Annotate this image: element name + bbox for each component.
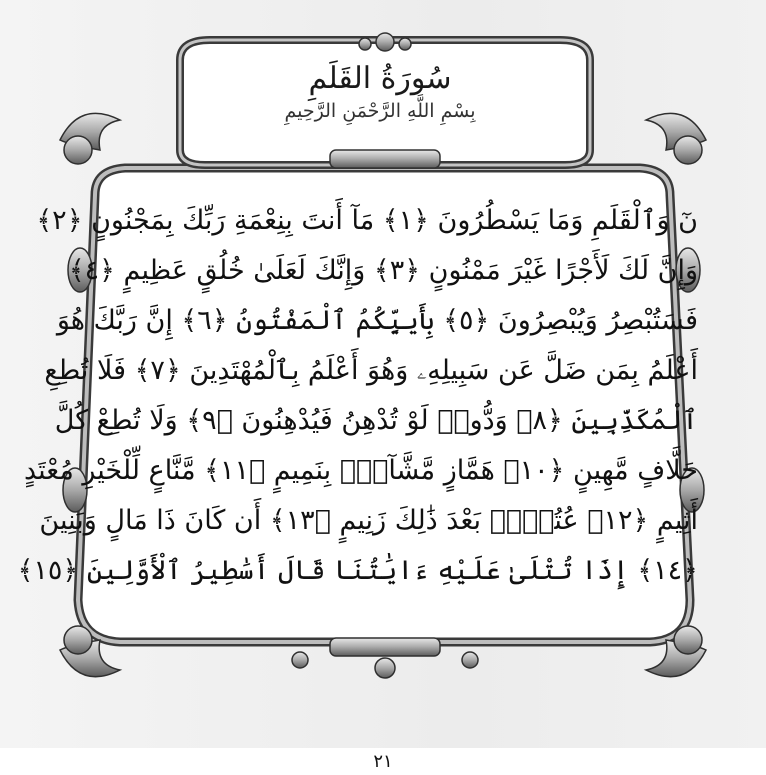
basmala: بِسْمِ اللَّهِ الرَّحْمَنِ الرَّحِيمِ: [284, 100, 476, 122]
verse-line: فَسَتُبْصِرُ وَيُبْصِرُونَ ﴿٥﴾ بِأَييِّكُمُ ٱلْمَفْتُونُ ﴿٦﴾ إِنَّ رَبَّكَ هُوَ: [56, 305, 698, 336]
verse-line: حَلَّافٍ مَّهِينٍ ﴿١٠﴾ هَمَّازٍ مَّشَّآءٍۭ بِنَمِيمٍ ﴿١١﴾ مَّنَّاعٍ لِّلْخَيْرِ مُعْتَدٍ: [23, 455, 698, 486]
verses-text: [17, 196, 698, 596]
page-number: ٢١: [0, 748, 766, 775]
verse-line: نٓ وَٱلْقَلَمِ وَمَا يَسْطُرُونَ ﴿١﴾ مَآ أَنتَ بِنِعْمَةِ رَبِّكَ بِمَجْنُونٍ ﴿٢﴾: [36, 205, 698, 236]
surah-header: [200, 62, 560, 142]
verse-line: أَعْلَمُ بِمَن ضَلَّ عَن سَبِيلِهِۦ وَهُوَ أَعْلَمُ بِٱلْمُهْتَدِينَ ﴿٧﴾ فَلَا تُطِعِ: [44, 355, 698, 386]
verse-line: ﴿١٤﴾ إِذَا تُتْلَىٰ عَلَيْهِ ءَايَٰتُنَا قَالَ أَسَٰطِيرُ ٱلْأَوَّلِينَ ﴿١٥﴾: [17, 555, 698, 586]
verse-line: وَإِنَّ لَكَ لَأَجْرًا غَيْرَ مَمْنُونٍ ﴿٣﴾ وَإِنَّكَ لَعَلَىٰ خُلُقٍ عَظِيمٍ ﴿٤﴾: [68, 255, 698, 286]
verse-line: أَثِيمٍ ﴿١٢﴾ عُتُلٍّۭ بَعْدَ ذَٰلِكَ زَنِيمٍ ﴿١٣﴾ أَن كَانَ ذَا مَالٍ وَبَنِينَ: [39, 505, 698, 536]
verse-line: ٱلْمُكَذِّبِينَ ﴿٨﴾ وَدُّوا۟ لَوْ تُدْهِنُ فَيُدْهِنُونَ ﴿٩﴾ وَلَا تُطِعْ كُلَّ: [54, 405, 698, 436]
surah-title: سُورَةُ القَلَمِ: [308, 61, 452, 96]
